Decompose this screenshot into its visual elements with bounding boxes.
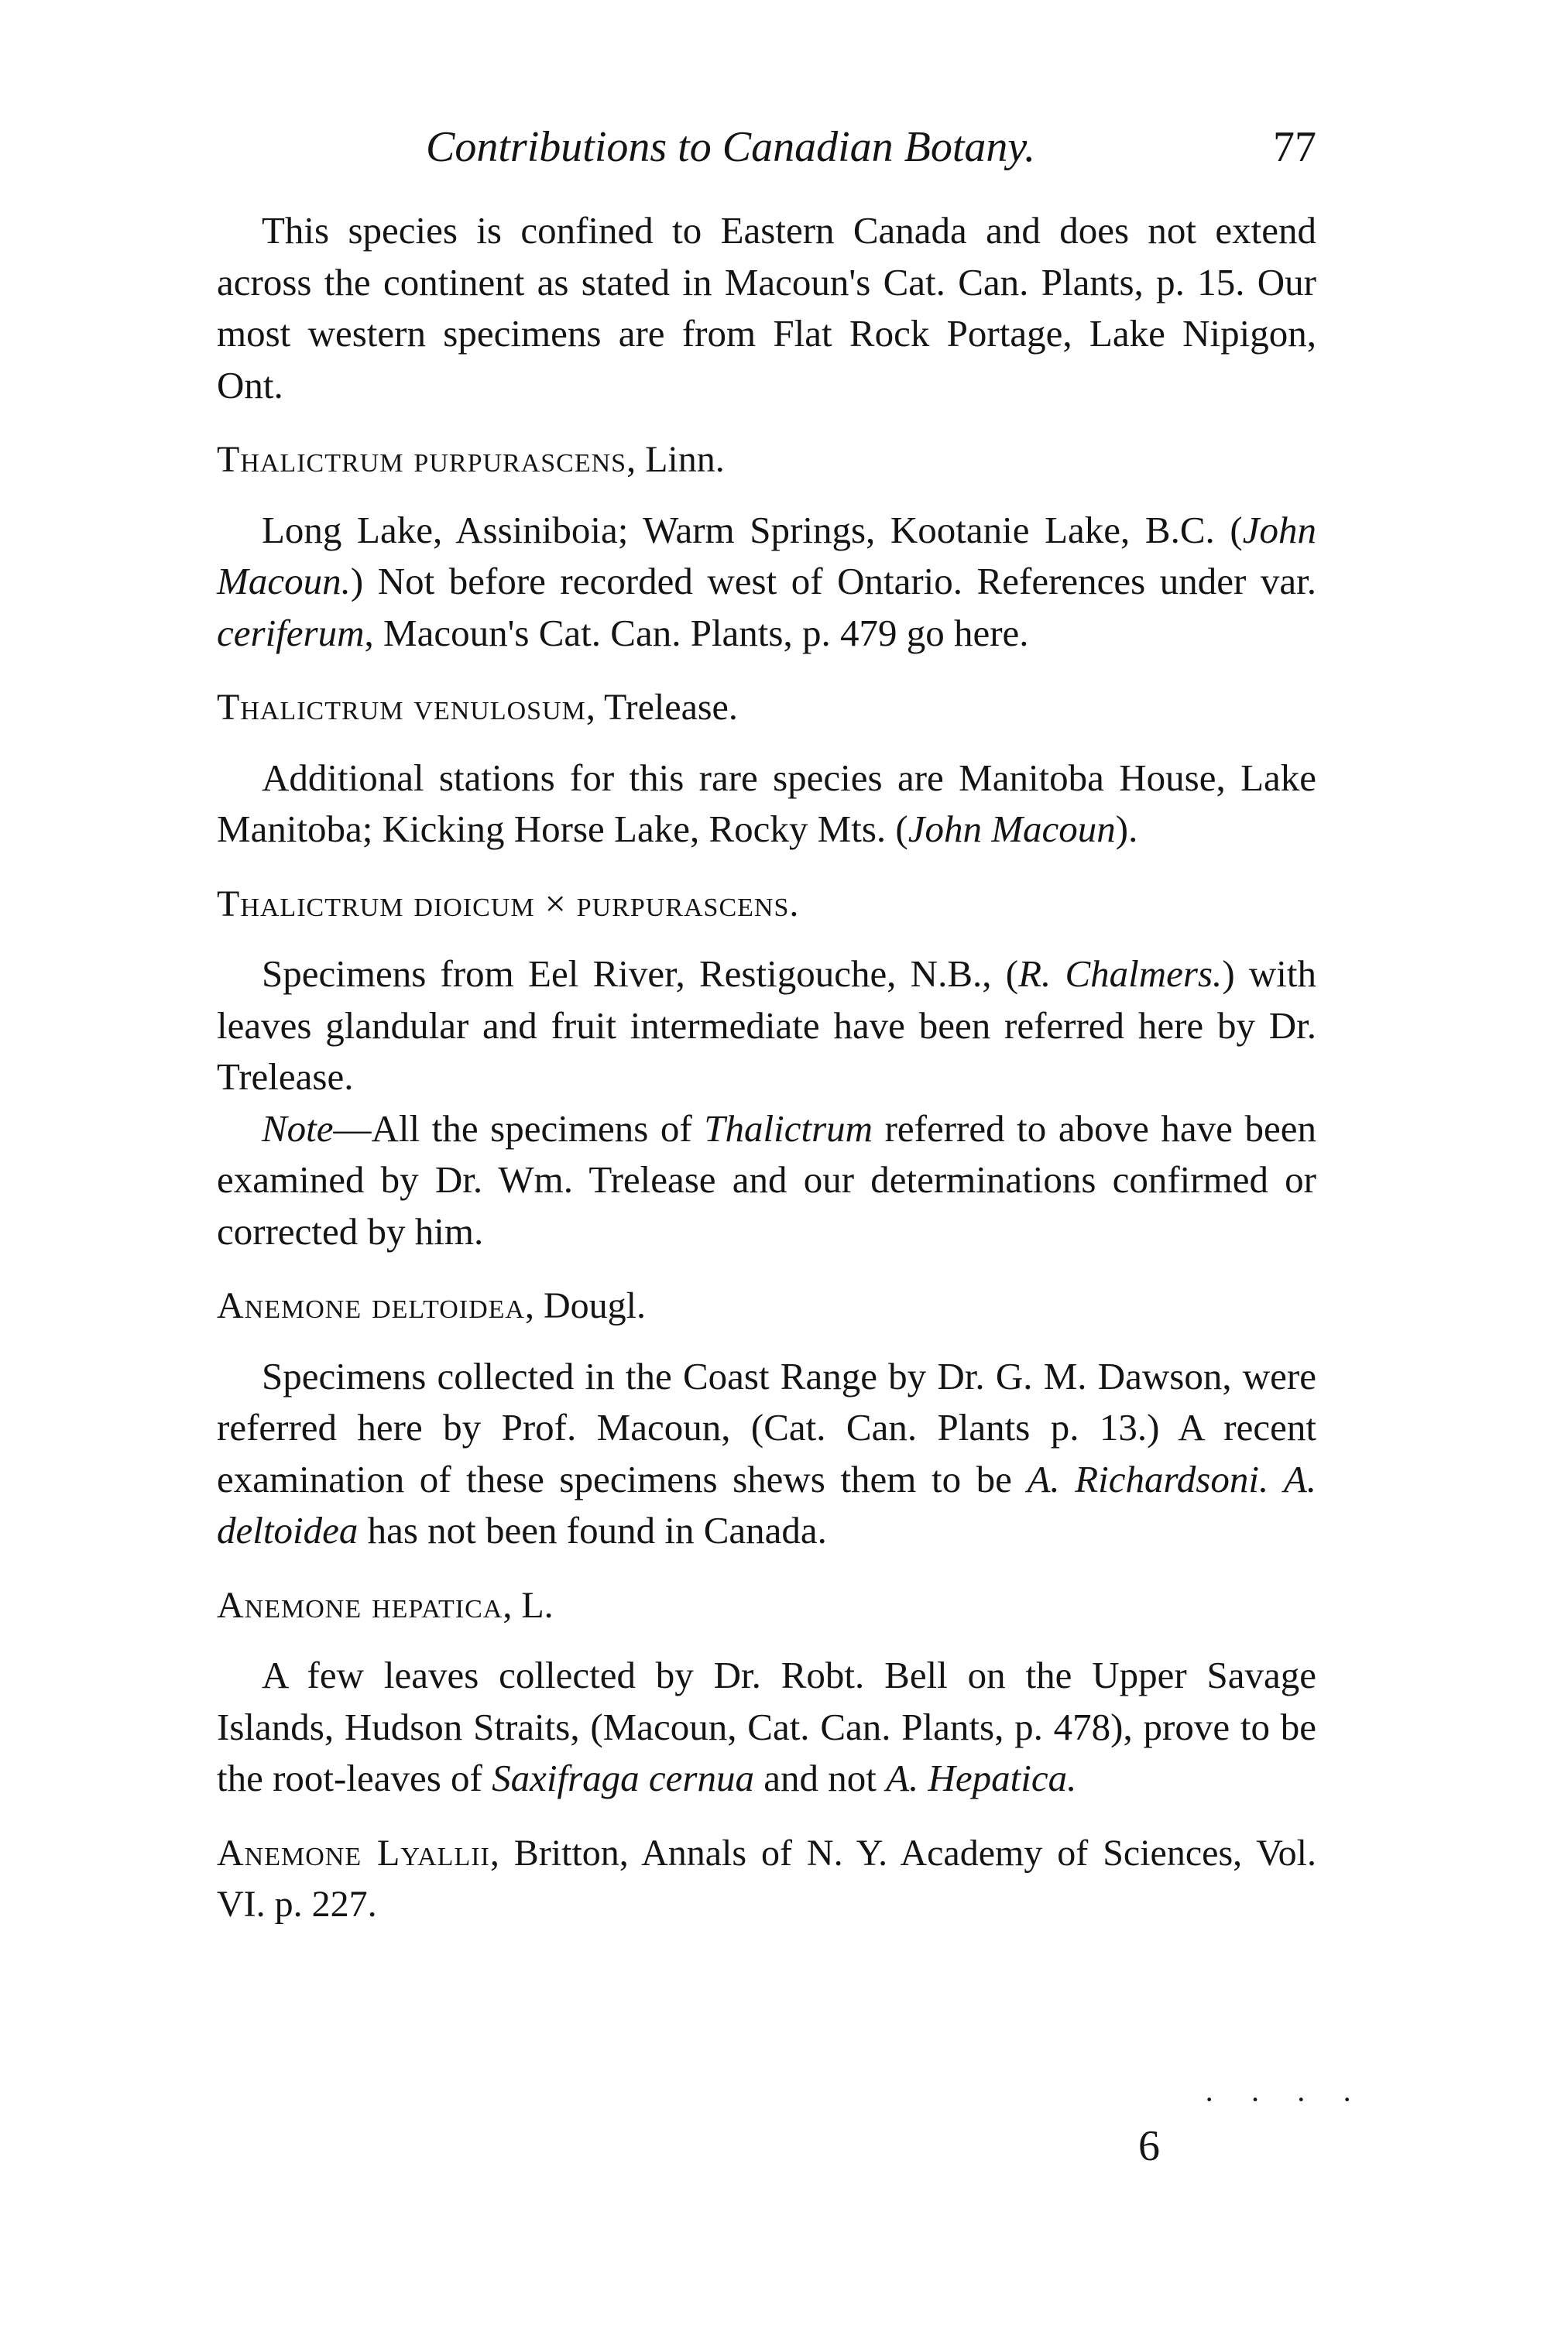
paragraph: Additional stations for this rare species are Manitoba House, Lake Manitoba; Kicking Horse Lake, Rocky Mts. (John Macoun). — [217, 756, 1316, 850]
species-ref: Saxifraga cernua — [492, 1757, 754, 1799]
genus-name: Thalictrum — [704, 1106, 873, 1150]
body-text — [217, 205, 1316, 1950]
collector-name: John Macoun. — [217, 508, 1316, 602]
species-heading: Anemone hepatica, L. — [217, 1584, 554, 1626]
paragraph: Specimens from Eel River, Restigouche, N.B., (R. Chalmers.) with leaves glandular and fruit intermediate have been referred here by Dr. Trelease. — [217, 952, 1316, 1098]
species-name: Thalictrum purpurascens — [217, 439, 627, 480]
paragraph: Specimens collected in the Coast Range by Dr. G. M. Dawson, were referred here by Prof. Macoun, (Cat. Can. Plants p. 13.) A recent examination of these specimens shews them to be A. Richardsoni. A. deltoidea has not been found in Canada. — [217, 1354, 1316, 1552]
species-name: Anemone Lyallii — [217, 1832, 490, 1874]
species-name: Anemone hepatica — [217, 1584, 503, 1626]
species-name: Thalictrum venulosum — [217, 687, 586, 728]
species-name: Anemone deltoidea — [217, 1285, 525, 1326]
paragraph: A few leaves collected by Dr. Robt. Bell on the Upper Savage Islands, Hudson Straits, (Macoun, Cat. Can. Plants, p. 478), prove to be the root-leaves of Saxifraga cernua and not A. Hepatica. — [217, 1654, 1316, 1799]
species-ref: A. Richardsoni. — [1027, 1457, 1269, 1500]
species-ref: A. deltoidea — [217, 1457, 1316, 1552]
collector-name: John Macoun — [908, 808, 1116, 850]
species-heading — [217, 879, 1316, 931]
page-number: 77 — [1273, 123, 1316, 171]
running-title: Contributions to Canadian Botany. — [426, 123, 1036, 171]
species-heading: Anemone Lyallii, Britton, Annals of N. Y. Academy of Sciences, Vol. VI. p. 227. — [217, 1832, 1317, 1925]
collector-name: R. Chalmers. — [1018, 952, 1223, 995]
species-heading: Thalictrum venulosum, Trelease. — [217, 687, 738, 728]
page-header — [217, 122, 1316, 184]
note-paragraph: Note—All the specimens of Thalictrum referred to above have been examined by Dr. Wm. Trelease and our determinations confirmed or corrected by him. — [217, 1106, 1316, 1253]
species-heading: Anemone deltoidea, Dougl. — [217, 1285, 646, 1326]
note-label: Note — [262, 1106, 334, 1150]
signature-mark: 6 — [1138, 2122, 1160, 2170]
printer-dots: · · · · — [1204, 2082, 1367, 2117]
species-name: Thalictrum dioicum × purpurascens. — [217, 883, 800, 924]
paragraph: Long Lake, Assiniboia; Warm Springs, Kootanie Lake, B.C. (John Macoun.) Not before recorded west of Ontario. References under var. ceriferum, Macoun's Cat. Can. Plants, p. 479 go here. — [217, 508, 1316, 654]
species-ref: A. Hepatica. — [886, 1757, 1077, 1799]
variety-name: ceriferum — [217, 611, 365, 654]
species-heading: Thalictrum purpurascens, Linn. — [217, 439, 725, 480]
paragraph: This species is confined to Eastern Canada and does not extend across the continent as stated in Macoun's Cat. Can. Plants, p. 15. Our most western specimens are from Flat Rock Portage, Lake Nipigon, Ont. — [217, 209, 1316, 406]
